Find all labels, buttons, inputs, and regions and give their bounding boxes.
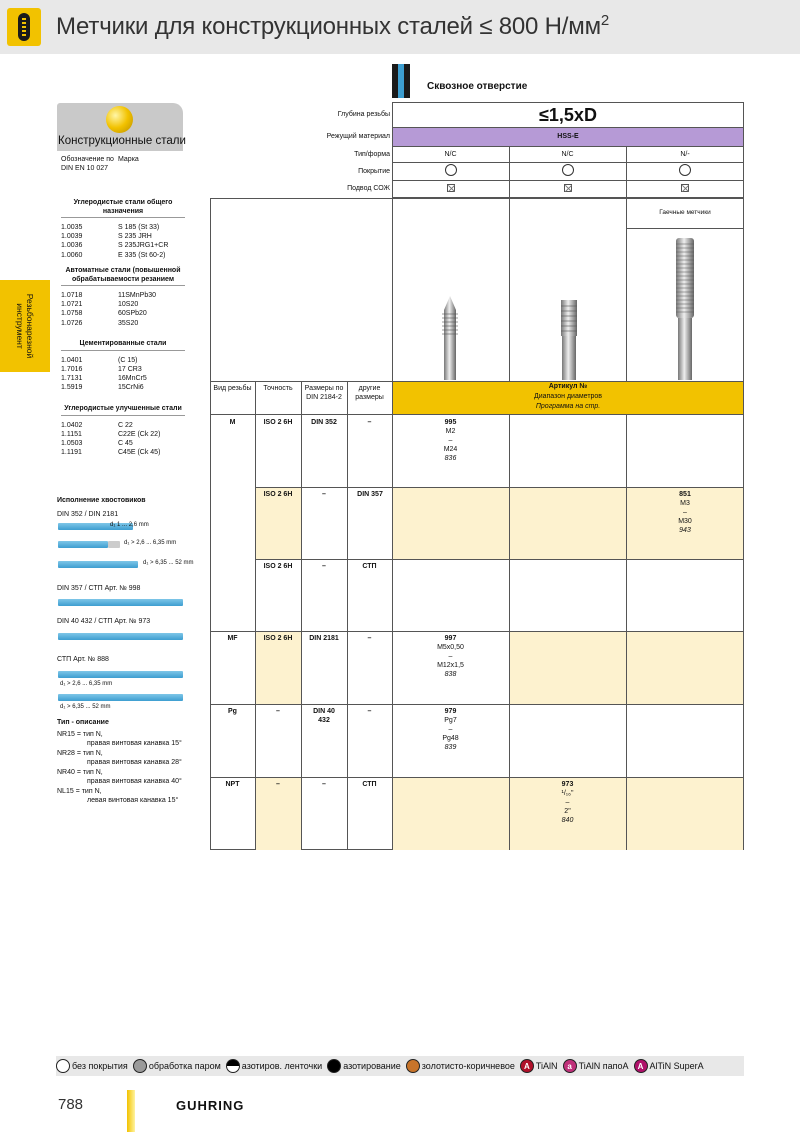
col-thread-type: Вид резьбы <box>213 385 252 392</box>
altin-icon: A <box>634 1059 648 1073</box>
steam-treated-icon <box>133 1059 147 1073</box>
shank-bar-6 <box>58 671 183 678</box>
nitrided-icon <box>327 1059 341 1073</box>
legend-tialn: A TiAlN <box>520 1059 558 1073</box>
coolant-none-icon <box>392 184 509 195</box>
shank-stp888: СТП Арт. № 888 <box>57 656 109 663</box>
page-title: Метчики для конструкционных сталей ≤ 800 $Н/мм^2$ <box>56 12 610 40</box>
coating-uncoated-icon <box>509 164 626 179</box>
col-range: Диапазон диаметров <box>533 393 603 400</box>
coating-uncoated-icon <box>392 164 509 179</box>
legend-tialn-nano: a TiAlN папоА <box>563 1059 629 1073</box>
tap-851-image <box>672 238 698 380</box>
nut-taps-label: Гаечные метчики <box>659 209 711 216</box>
nitrided-lands-icon <box>226 1059 240 1073</box>
form-value-3: N/- <box>680 151 690 158</box>
legend-nitrided: азотирование <box>327 1059 401 1073</box>
shank-bar-7 <box>58 694 183 701</box>
form-value-2: N/C <box>561 151 574 158</box>
legend-steam: обработка паром <box>133 1059 221 1073</box>
tap-995-image <box>430 296 470 380</box>
shank-bar-2-label: d₁ > 2,6 ... 6,35 mm <box>124 540 177 546</box>
article-979[interactable]: 979 Pg7 – Pg48 839 <box>442 708 459 751</box>
shank-bar-4 <box>58 599 183 606</box>
shank-bar-1-label: d₁ 1 ... 2,6 mm <box>110 522 149 528</box>
thread-tool-logo-icon <box>7 8 41 46</box>
material-value: HSS-E <box>557 133 579 140</box>
shank-bar-2 <box>58 541 108 548</box>
material-label: Режущий материал <box>326 133 390 140</box>
brand-logo: GUHRING <box>176 1098 245 1113</box>
article-997[interactable]: 997 M5x0,50 – M12x1,5 838 <box>437 635 464 678</box>
legend-nitrided-lands: азотиров. ленточки <box>226 1059 322 1073</box>
shank-bar-5 <box>58 633 183 640</box>
col-sizes: Размеры по DIN 2184-2 <box>304 385 344 401</box>
steel-columns-header: Обозначение по DIN EN 10 027 Марка <box>61 156 139 173</box>
article-973[interactable]: 973 ¹/₁₆" – 2" 840 <box>561 781 574 824</box>
steel-group-2: Автоматные стали (повышенной обрабатываемости резанием 1.0718 11SMnPb30 1.0721 10S20 1.0758 60SPb20 1.0726 35S20 <box>61 267 185 328</box>
coolant-label: Подвод СОЖ <box>347 185 390 192</box>
shank-bar-3-label: d₁ > 6,35 ... 52 mm <box>143 560 194 566</box>
coating-label: Покрытие <box>358 168 390 175</box>
shank-bar-7-label: d₁ > 6,35 ... 52 mm <box>60 704 111 710</box>
tialn-icon: A <box>520 1059 534 1073</box>
article-995[interactable]: 995 M2 – M24 836 <box>443 419 458 462</box>
shank-din357: DIN 357 / СТП Арт. № 998 <box>57 585 141 592</box>
shanks-title: Исполнение хвостовиков <box>57 497 146 504</box>
legend-gold: золотисто-коричневое <box>406 1059 515 1073</box>
through-hole-icon <box>392 64 410 98</box>
material-group-label: Конструкционные стали <box>58 135 186 147</box>
col-article: Артикул № <box>548 383 588 390</box>
tap-973-image <box>549 300 589 380</box>
depth-value: ≤1,5xD <box>539 105 597 125</box>
steel-group-3: Цементированные стали 1.0401 (C 15) 1.7016 17 CR3 1.7131 16MnCr5 1.5919 15CrNi6 <box>61 340 185 392</box>
page-header <box>0 0 800 54</box>
yellow-ball-icon <box>106 106 133 133</box>
shank-din40432: DIN 40 432 / СТП Арт. № 973 <box>57 618 151 625</box>
col-tolerance: Точность <box>263 385 293 392</box>
form-value-1: N/C <box>444 151 457 158</box>
material-group-box <box>57 103 186 151</box>
shank-bar-3 <box>58 561 138 568</box>
coolant-none-icon <box>509 184 626 195</box>
legend-altin: A AlTiN SuperA <box>634 1059 704 1073</box>
shank-bar-2-tip <box>108 541 120 548</box>
gold-brown-icon <box>406 1059 420 1073</box>
uncoated-icon <box>56 1059 70 1073</box>
shank-din352: DIN 352 / DIN 2181 <box>57 511 119 518</box>
legend-uncoated: без покрытия <box>56 1059 128 1073</box>
coating-uncoated-icon <box>626 164 744 179</box>
hole-type-label: Сквозное отверстие <box>427 81 528 92</box>
page-number: 788 <box>58 1096 84 1113</box>
article-851[interactable]: 851 M3 – M30 943 <box>678 491 692 534</box>
coolant-none-icon <box>626 184 744 195</box>
coating-legend <box>56 1056 744 1076</box>
steel-group-1: Углеродистые стали общего назначения 1.0035 S 185 (St 33) 1.0039 S 235 JRH 1.0036 S 235JRG1+CR 1.0060 E 335 (St 60-2) <box>61 199 185 260</box>
form-label: Тип/форма <box>354 151 390 158</box>
footer-strip <box>127 1090 135 1132</box>
steel-group-4: Углеродистые улучшенные стали 1.0402 C 22 1.1151 C22E (Ck 22) 1.0503 C 45 1.1191 C45E (Ck 45) <box>61 405 185 457</box>
col-other-sizes: другие размеры <box>355 385 384 401</box>
tialn-nano-icon: a <box>563 1059 577 1073</box>
section-tab[interactable]: Резьбонарезной инструмент <box>0 280 50 372</box>
shank-bar-6-label: d₁ > 2,6 ... 6,35 mm <box>60 681 113 687</box>
col-program: Программа на стр. <box>535 403 601 410</box>
types-description: Тип - описание NR15 = тип N, правая винтовая канавка 15° NR28 = тип N, правая винтовая канавка 28° NR40 = тип N, правая винтовая канавка 40° NL15 = тип N, левая винтовая канавка 15° <box>57 719 182 804</box>
depth-label: Глубина резьбы <box>337 111 390 118</box>
